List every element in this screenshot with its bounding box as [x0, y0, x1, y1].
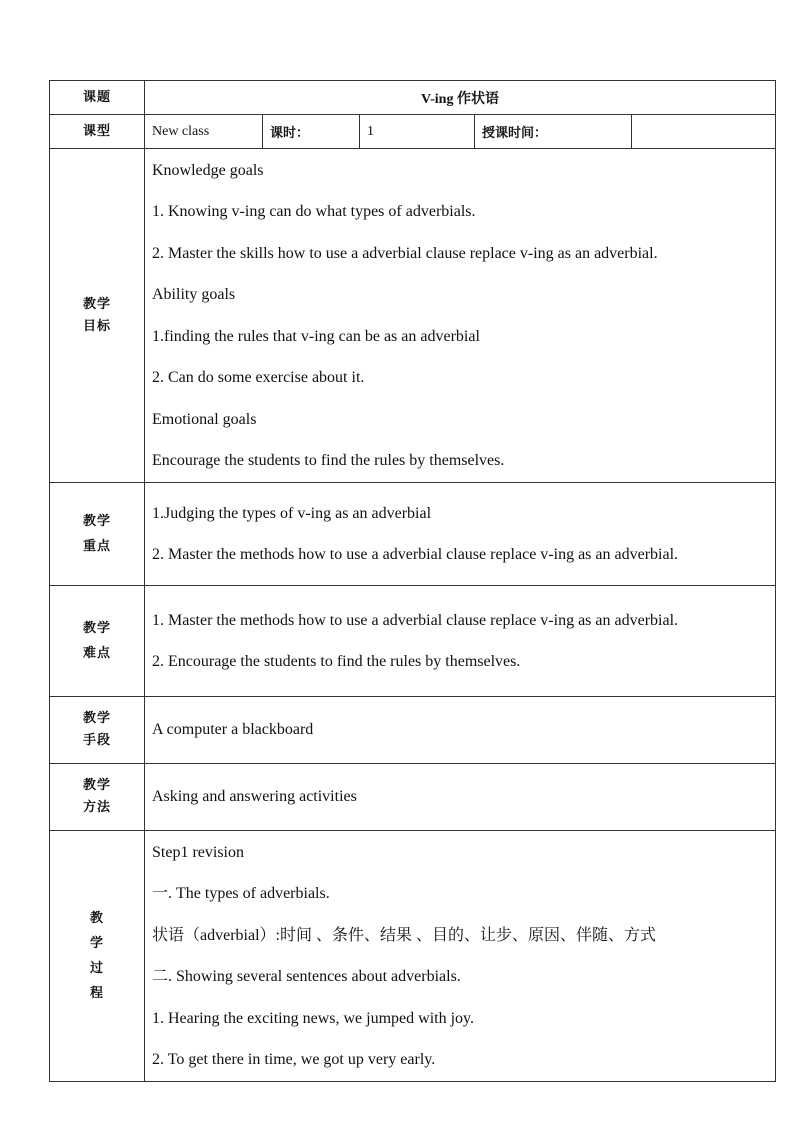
- topic-label: 课题: [50, 81, 145, 115]
- key-points-content: [145, 483, 776, 586]
- period-label: 课时：: [263, 115, 360, 149]
- process-line: 2. To get there in time, we got up very early.: [152, 1051, 436, 1068]
- tools-row: [50, 697, 776, 764]
- type-value: New class: [145, 115, 263, 149]
- teaching-time-label: 授课时间：: [475, 115, 632, 149]
- difficulties-row: [50, 586, 776, 697]
- process-line: Step1 revision: [152, 843, 244, 861]
- process-label: 教 学 过 程: [50, 831, 145, 1082]
- difficulties-line: 1. Master the methods how to use a adverbial clause replace v-ing as an adverbial.: [152, 611, 679, 629]
- goals-line: Ability goals: [152, 286, 236, 303]
- goals-row: [50, 149, 776, 483]
- goals-label: 教学 目标: [50, 149, 145, 483]
- key-points-line: 2. Master the methods how to use a adverbial clause replace v-ing as an adverbial.: [152, 546, 679, 563]
- methods-label: 教学 方法: [50, 764, 145, 831]
- process-content: [145, 831, 776, 1082]
- difficulties-label: 教学 难点: [50, 586, 145, 697]
- key-points-row: [50, 483, 776, 586]
- type-label: 课型: [50, 115, 145, 149]
- goals-line: 2. Can do some exercise about it.: [152, 369, 365, 386]
- topic-row: [50, 81, 776, 115]
- goals-line: 1.finding the rules that v-ing can be as an adverbial: [152, 327, 480, 345]
- period-value: 1: [360, 115, 475, 149]
- process-line: 一. The types of adverbials.: [152, 885, 330, 902]
- difficulties-content: [145, 586, 776, 697]
- goals-line: 2. Master the skills how to use a adverbial clause replace v-ing as an adverbial.: [152, 244, 658, 262]
- teaching-time-value: [632, 115, 776, 149]
- type-row: [50, 115, 776, 149]
- lesson-title: V-ing 作状语: [145, 81, 776, 115]
- goals-line: Knowledge goals: [152, 161, 264, 179]
- goals-line: 1. Knowing v-ing can do what types of adverbials.: [152, 203, 476, 220]
- process-row: [50, 831, 776, 1082]
- tools-content: [145, 697, 776, 764]
- methods-row: [50, 764, 776, 831]
- process-line: 状语（adverbial）:时间 、条件、结果 、目的、让步、原因、伴随、方式: [152, 926, 656, 944]
- goals-line: Emotional goals: [152, 410, 257, 428]
- methods-content: [145, 764, 776, 831]
- tools-label: 教学 手段: [50, 697, 145, 764]
- goals-content: [145, 149, 776, 483]
- key-points-label: 教学 重点: [50, 483, 145, 586]
- key-points-line: 1.Judging the types of v-ing as an adverbial: [152, 504, 432, 522]
- difficulties-line: 2. Encourage the students to find the rules by themselves.: [152, 653, 521, 670]
- methods-text: Asking and answering activities: [152, 788, 357, 806]
- tools-text: A computer a blackboard: [152, 721, 314, 739]
- lesson-plan-table: [49, 80, 776, 1082]
- goals-line: Encourage the students to find the rules by themselves.: [152, 452, 505, 469]
- process-line: 1. Hearing the exciting news, we jumped with joy.: [152, 1009, 474, 1027]
- process-line: 二. Showing several sentences about adverbials.: [152, 968, 461, 985]
